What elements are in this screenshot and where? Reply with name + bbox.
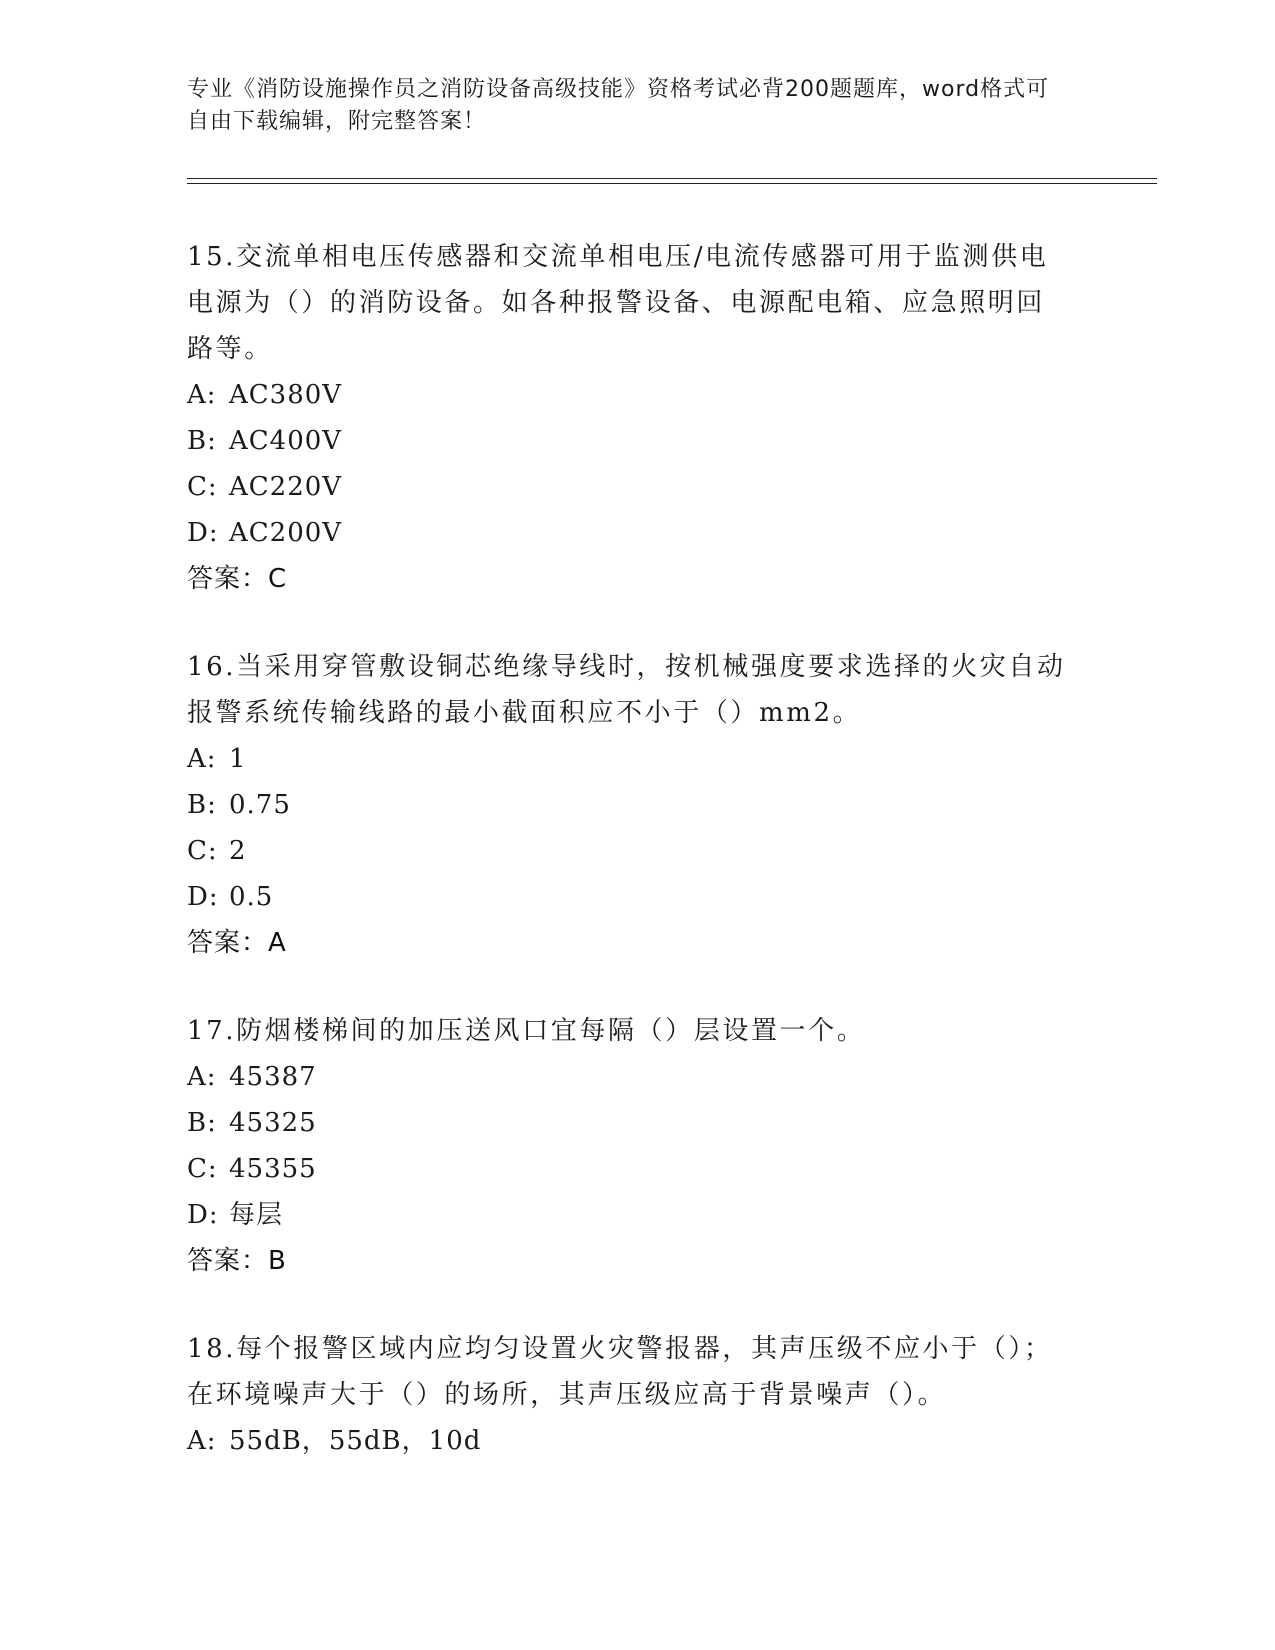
option-value: 0.75 <box>229 790 291 820</box>
option-d <box>187 1192 1157 1238</box>
option-letter: C: <box>187 472 218 502</box>
option-letter: B: <box>187 790 217 820</box>
option-c <box>187 1146 1157 1192</box>
question-15 <box>187 234 1157 602</box>
option-letter: C: <box>187 836 218 866</box>
option-letter: A: <box>187 1062 217 1092</box>
option-letter: B: <box>187 1108 217 1138</box>
option-value: 45387 <box>229 1062 317 1092</box>
option-a <box>187 1054 1157 1100</box>
option-b <box>187 1100 1157 1146</box>
option-value: 1 <box>229 744 247 774</box>
option-a <box>187 1418 1157 1464</box>
option-d <box>187 510 1157 556</box>
option-c <box>187 828 1157 874</box>
option-letter: A: <box>187 380 217 410</box>
answer-line: 答案：B <box>187 1246 287 1276</box>
option-letter: D: <box>187 1200 219 1230</box>
option-value: AC200V <box>229 518 343 548</box>
option-b <box>187 782 1157 828</box>
option-letter: A: <box>187 1426 217 1456</box>
question-list <box>187 234 1157 1506</box>
answer-line: 答案：A <box>187 928 287 958</box>
option-c <box>187 464 1157 510</box>
header-divider-top <box>187 178 1157 179</box>
header-divider-bottom <box>187 183 1157 184</box>
question-17 <box>187 1008 1157 1284</box>
document-intro: 专业《消防设施操作员之消防设备高级技能》资格考试必背200题题库，word格式可自由下载编辑，附完整答案！ <box>187 77 1050 134</box>
option-value: 55dB，55dB，10d <box>229 1426 482 1456</box>
question-text: 17.防烟楼梯间的加压送风口宜每隔（）层设置一个。 <box>187 1016 866 1046</box>
question-text: 18.每个报警区域内应均匀设置火灾警报器，其声压级不应小于（）；在环境噪声大于（）的场所，其声压级应高于背景噪声（）。 <box>187 1334 1053 1410</box>
question-text: 15.交流单相电压传感器和交流单相电压/电流传感器可用于监测供电电源为（）的消防设备。如各种报警设备、电源配电箱、应急照明回路等。 <box>187 242 1049 364</box>
option-letter: D: <box>187 518 219 548</box>
document-page <box>187 0 1157 1650</box>
question-16 <box>187 644 1157 966</box>
option-value: AC400V <box>229 426 343 456</box>
option-letter: B: <box>187 426 217 456</box>
option-letter: A: <box>187 744 217 774</box>
option-value: AC220V <box>229 472 343 502</box>
option-value: 45325 <box>229 1108 317 1138</box>
option-value: 0.5 <box>229 882 274 912</box>
option-a <box>187 372 1157 418</box>
option-letter: C: <box>187 1154 218 1184</box>
option-b <box>187 418 1157 464</box>
option-letter: D: <box>187 882 219 912</box>
option-value: 每层 <box>229 1200 284 1230</box>
option-value: 2 <box>229 836 247 866</box>
question-18 <box>187 1326 1157 1464</box>
option-a <box>187 736 1157 782</box>
option-value: AC380V <box>229 380 343 410</box>
option-d <box>187 874 1157 920</box>
answer-line: 答案：C <box>187 564 288 594</box>
option-value: 45355 <box>229 1154 317 1184</box>
question-text: 16.当采用穿管敷设铜芯绝缘导线时，按机械强度要求选择的火灾自动报警系统传输线路的最小截面积应不小于（）mm2。 <box>187 652 1066 728</box>
